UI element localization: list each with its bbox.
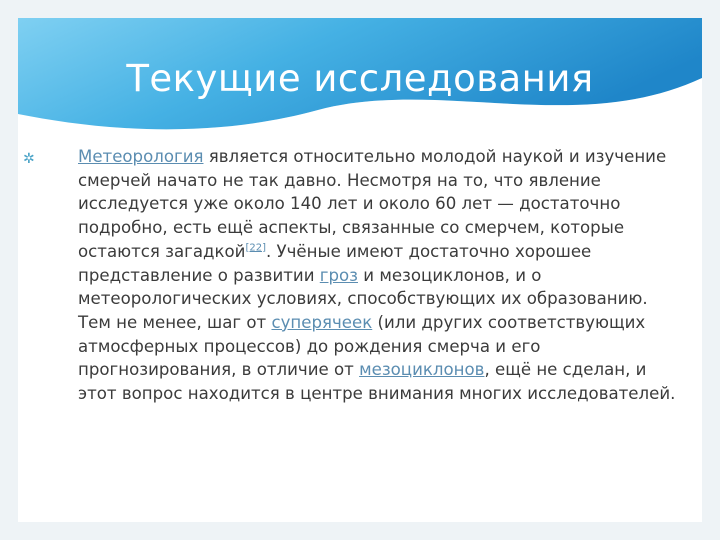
slide [18, 18, 702, 522]
link-thunderstorms[interactable]: гроз [319, 265, 358, 285]
paragraph-text-3: и мезоциклонов, и о метеорологических условиях, способствующих их образованию. Тем не менее, шаг от [78, 265, 648, 332]
slide-body [78, 145, 678, 406]
page-title: Текущие исследования [126, 57, 594, 100]
main-paragraph [78, 145, 678, 406]
paragraph-text-2: . Учёные имеют достаточно хорошее представление о развитии [78, 241, 592, 285]
paragraph-text-5: , ещё не сделан, и этот вопрос находится в центре внимания многих исследователей. [78, 360, 676, 404]
snowflake-bullet-icon: ✲ [23, 151, 35, 167]
link-meteorology[interactable]: Метеорология [78, 147, 204, 166]
reference-22-link[interactable]: [22] [245, 242, 266, 254]
link-mesocyclones[interactable]: мезоциклонов [359, 360, 485, 380]
link-supercells[interactable]: суперячеек [271, 312, 373, 332]
paragraph-text-4: (или других соответствующих атмосферных процессов) до рождения смерча и его прогнозирования, в отличие от [78, 312, 646, 380]
slide-header [18, 18, 702, 148]
paragraph-text-1: является относительно молодой наукой и изучение смерчей начато не так давно. Несмотря на то, что явление исследуется уже около 140 лет и около 60 лет — достаточно подробно, есть ещё аспекты, связанные со смерчем, которые остаются загадкой [78, 147, 667, 261]
